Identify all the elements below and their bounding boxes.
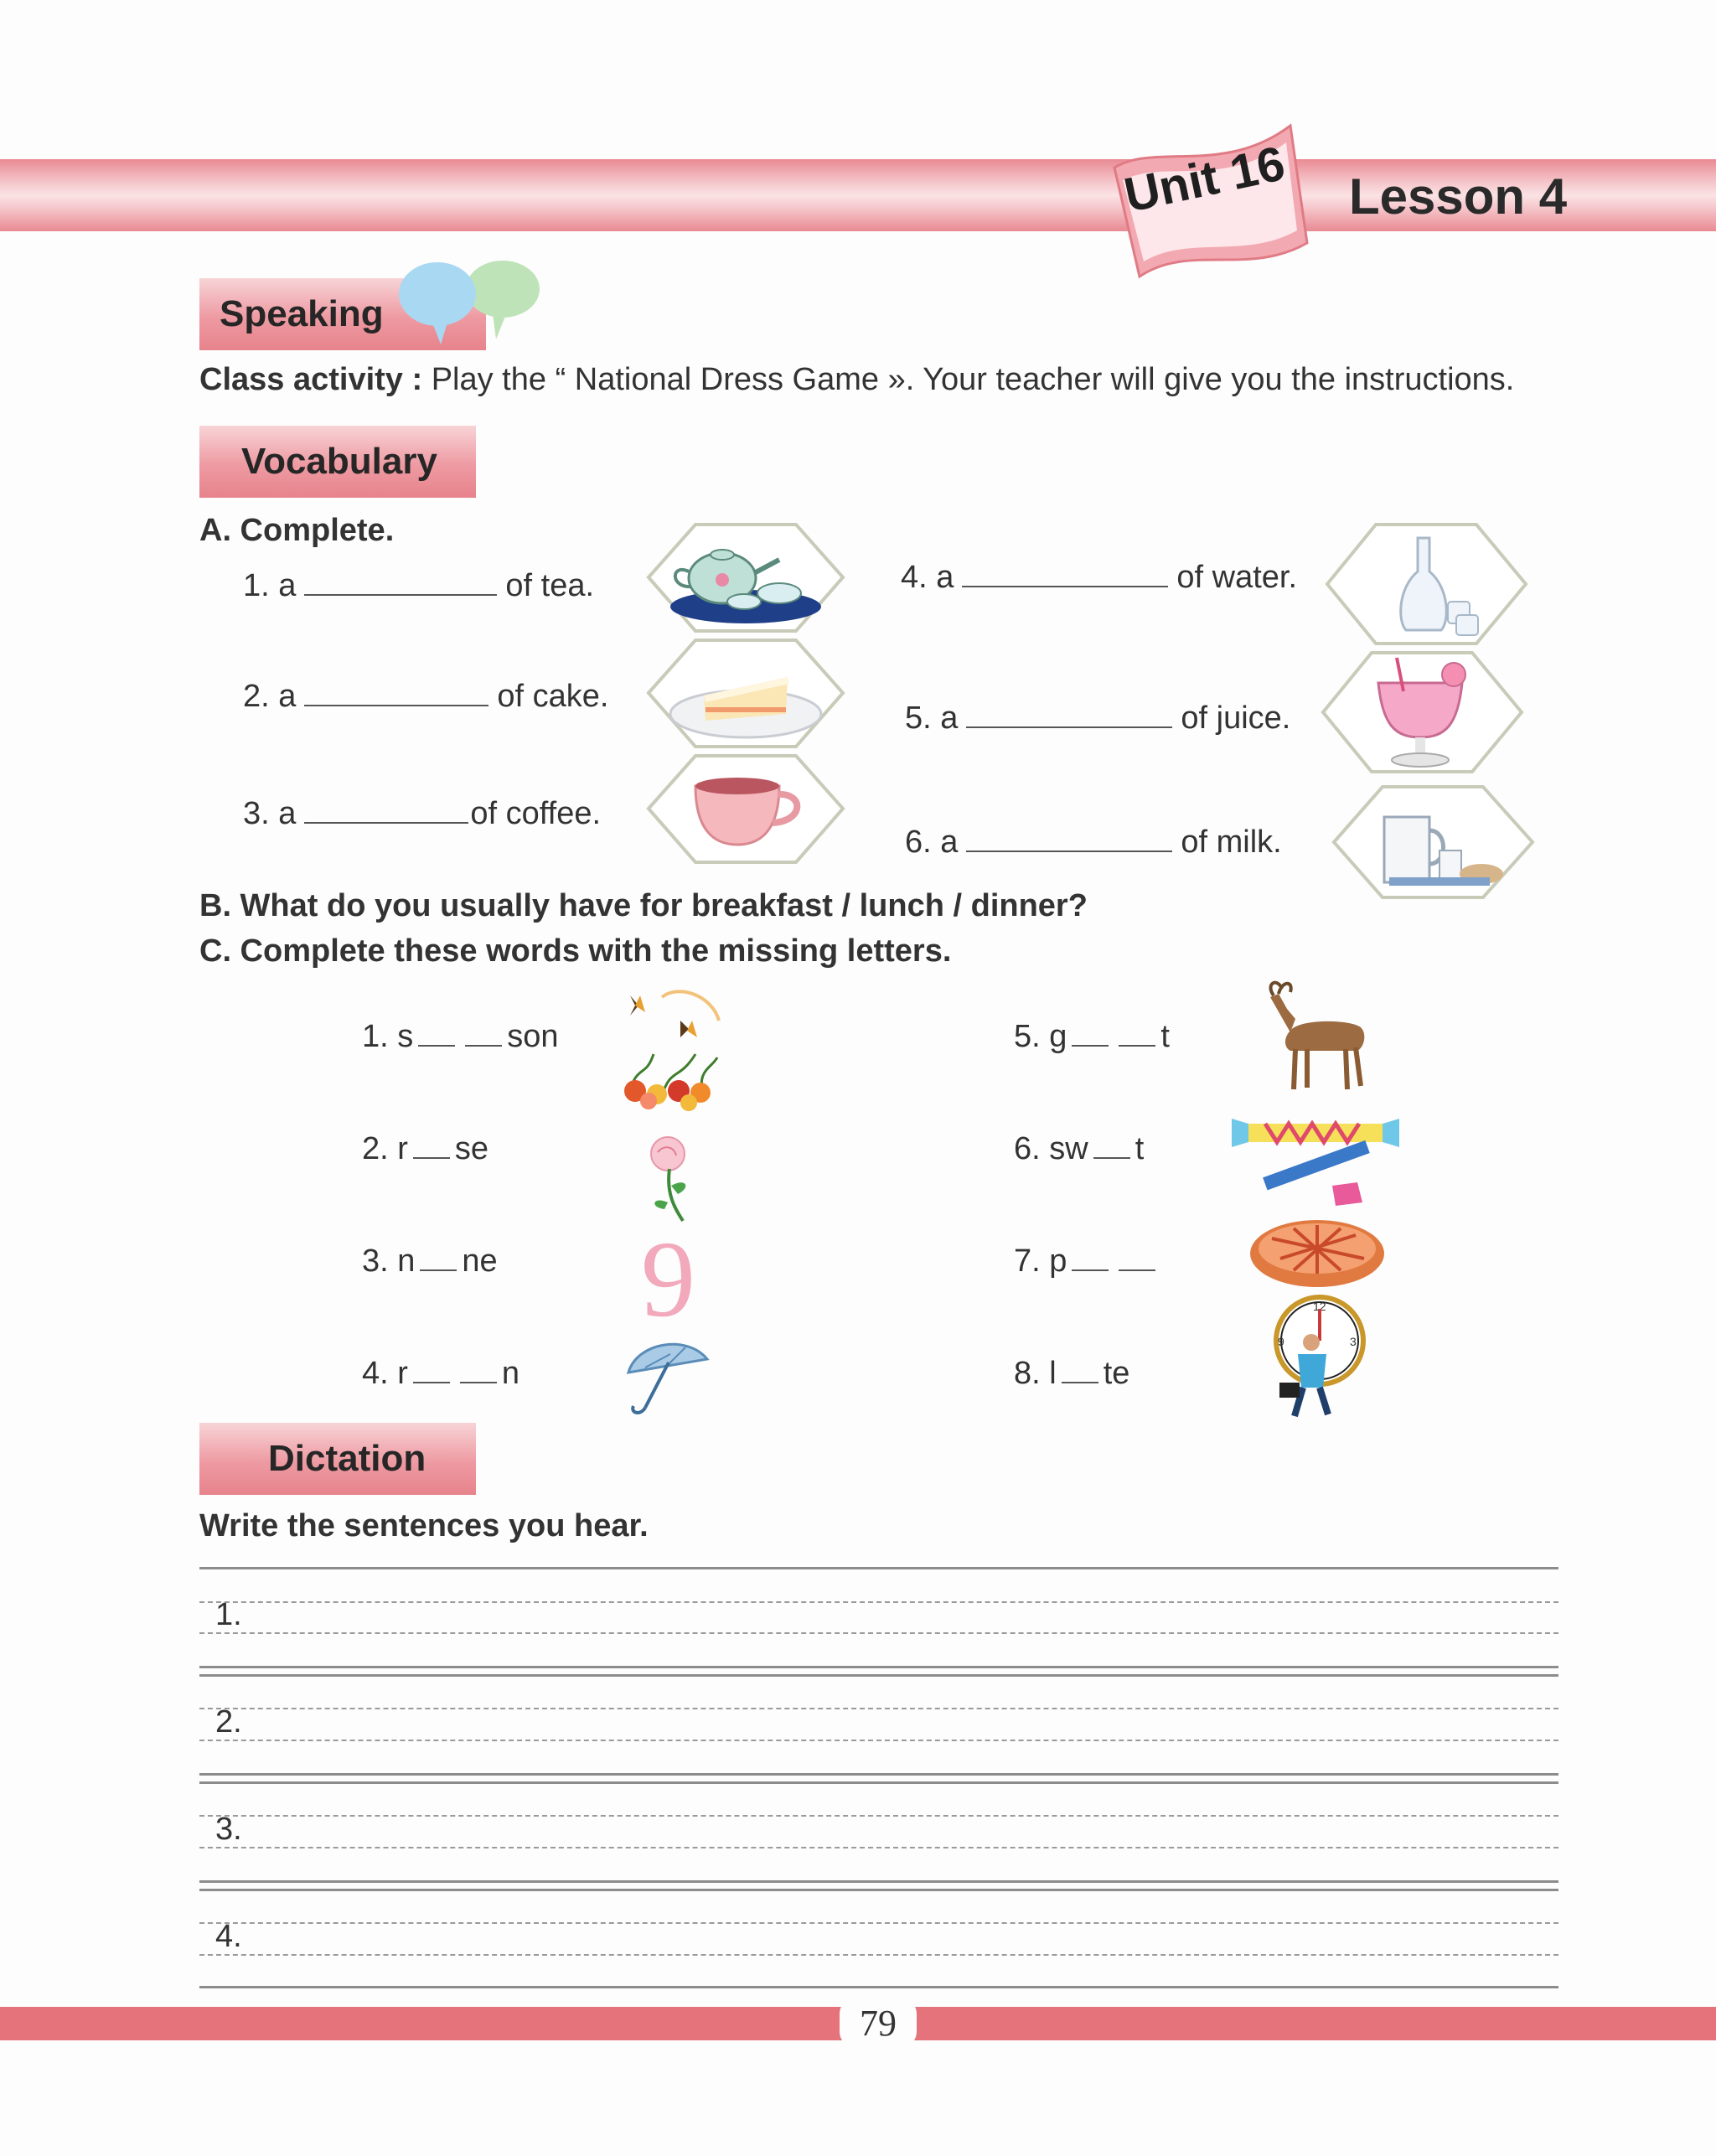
answer-blank[interactable]	[304, 701, 488, 706]
vocab-item-suffix: of juice.	[1181, 701, 1291, 736]
writing-guide	[199, 1922, 1558, 1924]
letter-blank[interactable]	[413, 1154, 450, 1159]
number-nine-icon: 9	[641, 1219, 695, 1340]
letter-blank[interactable]	[1072, 1042, 1109, 1047]
answer-blank[interactable]	[966, 723, 1172, 728]
word-prefix: 6. sw	[1014, 1131, 1088, 1166]
letter-blank[interactable]	[1072, 1266, 1109, 1271]
writing-line	[199, 1567, 1558, 1569]
word-suffix: n	[501, 1356, 520, 1391]
class-activity-label: Class activity :	[199, 362, 423, 397]
vocab-item-number: 2. a	[243, 679, 297, 714]
word-prefix: 5. g	[1014, 1019, 1067, 1054]
writing-line	[199, 1674, 1558, 1677]
vocabulary-tab-label: Vocabulary	[241, 441, 437, 482]
word-prefix: 8. l	[1014, 1356, 1057, 1391]
svg-text:3: 3	[1350, 1335, 1357, 1348]
letter-blank[interactable]	[1093, 1154, 1130, 1159]
vocab-item-suffix: of cake.	[497, 679, 609, 714]
word-item-1	[362, 1019, 559, 1055]
rose-icon	[624, 1127, 716, 1228]
word-item-7	[1014, 1243, 1160, 1280]
vocab-item-suffix: of milk.	[1181, 825, 1282, 860]
vocab-item-number: 1. a	[243, 568, 297, 603]
cup-icon	[645, 752, 846, 866]
speech-bubbles-icon	[394, 256, 545, 348]
vocab-item-suffix: of water.	[1176, 560, 1298, 595]
writing-guide	[199, 1815, 1558, 1817]
writing-guide	[199, 1601, 1558, 1603]
answer-blank[interactable]	[966, 847, 1172, 852]
pie-icon	[1247, 1213, 1388, 1290]
word-prefix: 1. s	[362, 1019, 414, 1054]
writing-guide	[199, 1632, 1558, 1634]
letter-blank[interactable]	[1062, 1378, 1098, 1383]
svg-text:12: 12	[1313, 1300, 1326, 1313]
answer-blank[interactable]	[304, 819, 468, 824]
answer-blank[interactable]	[962, 582, 1168, 587]
vocab-item-suffix: of coffee.	[470, 796, 602, 831]
word-suffix: ne	[462, 1243, 498, 1279]
writing-guide	[199, 1740, 1558, 1741]
vocabulary-tab	[199, 426, 476, 498]
writing-line[interactable]	[199, 1880, 1558, 1883]
section-a-title: A. Complete.	[199, 513, 395, 548]
lesson-label: Lesson 4	[1349, 168, 1568, 225]
butterflies-flowers-icon	[612, 987, 729, 1113]
writing-line	[199, 1889, 1558, 1891]
milk-jug-icon	[1331, 783, 1536, 901]
writing-guide	[199, 1954, 1558, 1956]
writing-line	[199, 1781, 1558, 1784]
water-bottle-icon	[1324, 521, 1529, 647]
section-c-title: C. Complete these words with the missing letters.	[199, 933, 952, 969]
letter-blank[interactable]	[420, 1266, 457, 1271]
dictation-line-label-1: 1.	[215, 1597, 242, 1632]
late-clock-icon	[1261, 1290, 1374, 1424]
class-activity-text: Play the “ National Dress Game ». Your teacher will give you the instructions.	[431, 362, 1515, 397]
unit-label: Unit 16	[1119, 136, 1290, 224]
word-prefix: 7. p	[1014, 1243, 1067, 1279]
writing-line[interactable]	[199, 1773, 1558, 1776]
writing-guide	[199, 1847, 1558, 1848]
dictation-line-label-2: 2.	[215, 1704, 242, 1740]
word-suffix: te	[1103, 1356, 1130, 1391]
writing-line[interactable]	[199, 1666, 1558, 1668]
word-item-8	[1014, 1356, 1129, 1392]
teapot-icon	[645, 521, 846, 634]
letter-blank[interactable]	[460, 1378, 497, 1383]
word-suffix: son	[507, 1019, 559, 1054]
page-number-text: 79	[860, 2002, 897, 2044]
vocab-item-5	[905, 701, 1290, 737]
letter-blank[interactable]	[418, 1042, 455, 1047]
word-item-5	[1014, 1019, 1170, 1055]
answer-blank[interactable]	[304, 591, 497, 596]
speaking-instruction	[199, 362, 1514, 398]
cake-slice-icon	[645, 637, 846, 750]
vocab-item-number: 5. a	[905, 701, 959, 736]
letter-blank[interactable]	[465, 1042, 502, 1047]
word-item-6	[1014, 1131, 1144, 1167]
goat-icon	[1257, 972, 1383, 1098]
vocab-item-1	[243, 568, 594, 604]
dictation-line-label-3: 3.	[215, 1812, 242, 1847]
word-item-2	[362, 1131, 488, 1167]
section-b-title: B. What do you usually have for breakfast / lunch / dinner?	[199, 888, 1088, 923]
dictation-tab-label: Dictation	[268, 1438, 426, 1479]
vocab-item-2	[243, 679, 608, 715]
juice-glass-icon	[1320, 649, 1525, 775]
page-number	[840, 1998, 917, 2047]
word-suffix: t	[1135, 1131, 1145, 1166]
word-prefix: 3. n	[362, 1243, 416, 1279]
dictation-instruction: Write the sentences you hear.	[199, 1508, 649, 1543]
vocab-item-number: 4. a	[901, 560, 954, 595]
letter-blank[interactable]	[413, 1378, 450, 1383]
candy-icon	[1232, 1119, 1399, 1211]
vocab-item-3	[243, 796, 601, 832]
writing-line[interactable]	[199, 1986, 1558, 1988]
word-item-4	[362, 1356, 519, 1392]
dictation-line-label-4: 4.	[215, 1919, 242, 1954]
svg-text:9: 9	[1278, 1335, 1284, 1348]
vocab-item-4	[901, 560, 1297, 596]
letter-blank[interactable]	[1119, 1042, 1155, 1047]
vocab-item-number: 3. a	[243, 796, 297, 831]
umbrella-icon	[620, 1331, 712, 1423]
word-prefix: 2. r	[362, 1131, 408, 1166]
dictation-tab	[199, 1423, 476, 1495]
word-suffix: t	[1160, 1019, 1170, 1054]
vocab-item-6	[905, 825, 1282, 861]
word-suffix: se	[454, 1131, 489, 1166]
vocab-item-suffix: of tea.	[505, 568, 595, 603]
speaking-tab-label: Speaking	[220, 293, 384, 334]
word-prefix: 4. r	[362, 1356, 408, 1391]
word-item-3	[362, 1243, 498, 1280]
letter-blank[interactable]	[1119, 1266, 1155, 1271]
writing-guide	[199, 1708, 1558, 1709]
vocab-item-number: 6. a	[905, 825, 959, 860]
